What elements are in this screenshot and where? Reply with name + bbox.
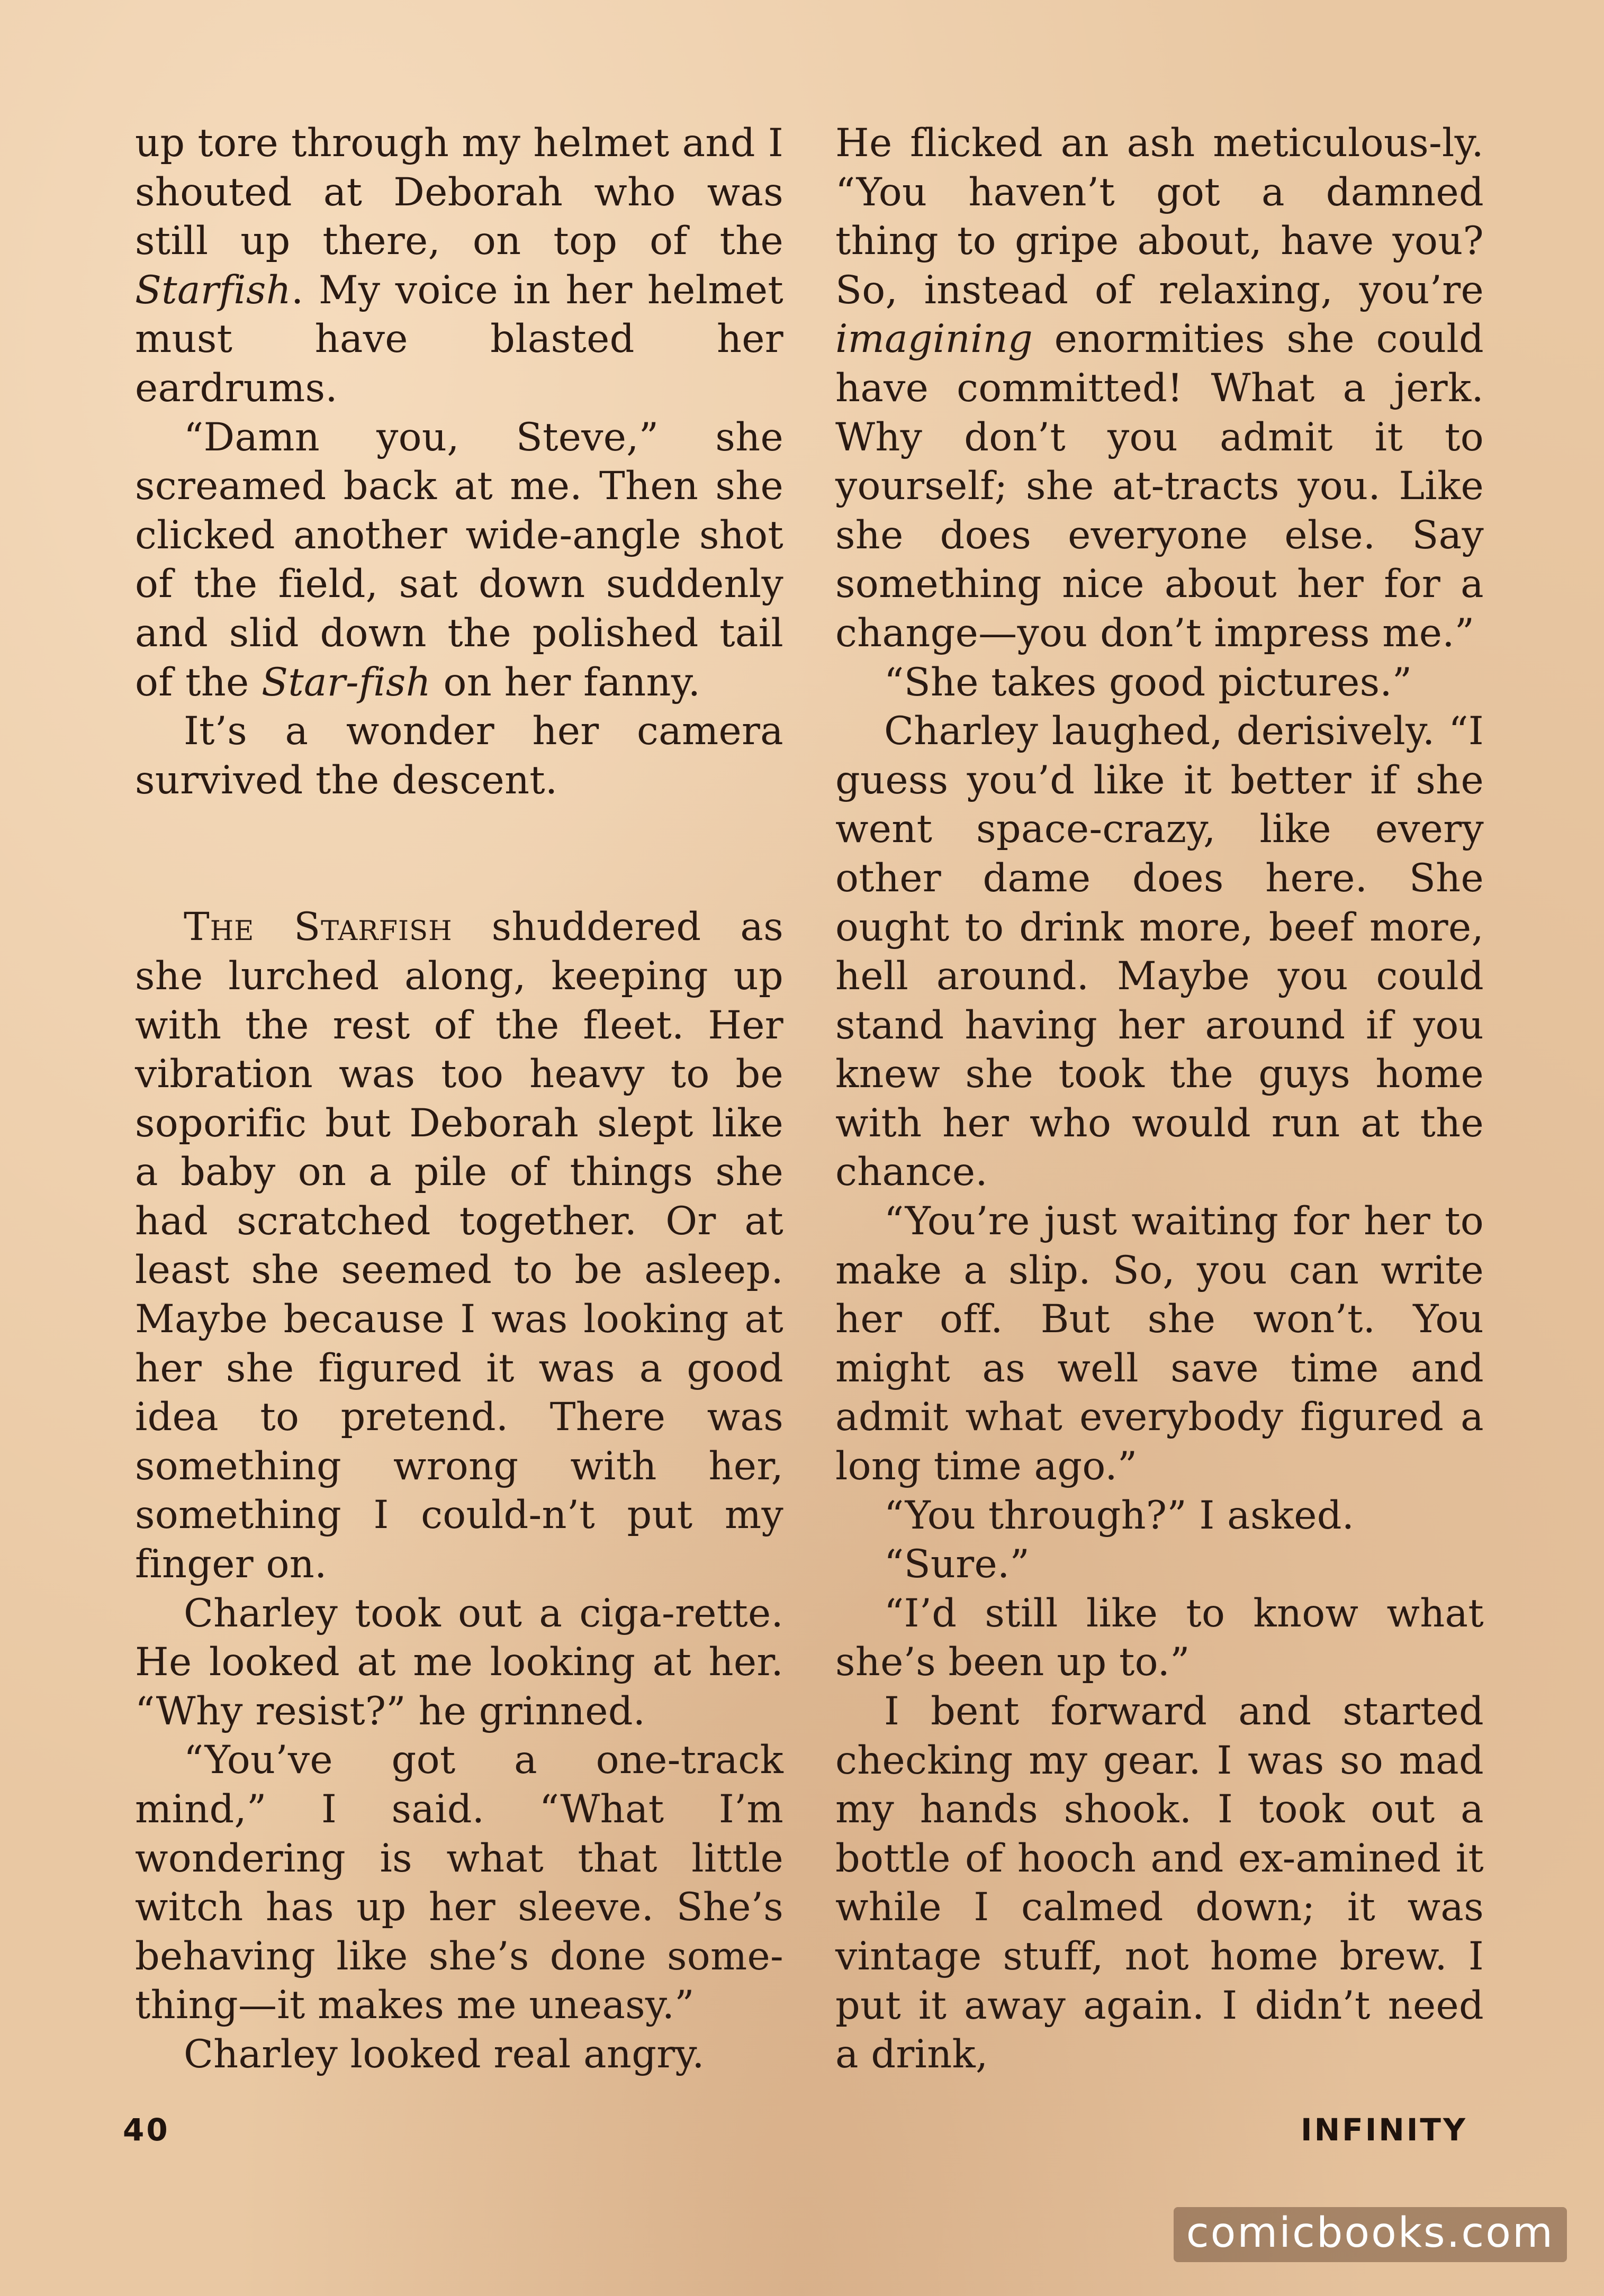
right-text-column bbox=[835, 119, 1484, 2080]
paragraph bbox=[135, 119, 783, 413]
paragraph: “She takes good pictures.” bbox=[884, 659, 1412, 705]
paragraph-text: He flicked an ash meticulous-ly. “You haven’t got a damned thing to gripe about, have you? So, instead of relaxing, you’re bbox=[835, 121, 1484, 313]
magazine-name: INFINITY bbox=[1300, 2112, 1467, 2148]
paragraph: “You through?” I asked. bbox=[884, 1493, 1355, 1538]
paragraph-text: . My voice in her helmet must have blasted her eardrums. bbox=[135, 267, 783, 411]
italic-word: imagining bbox=[835, 317, 1033, 362]
paragraph-text: enormities she could have committed! What a jerk. Why don’t you admit it to yourself; she at-tracts you. Like she does everyone else. Say something nice about her for a change—you don’t impress me.” bbox=[835, 317, 1484, 656]
paragraph: Charley looked real angry. bbox=[184, 2031, 705, 2077]
watermark: comicbooks.com bbox=[1174, 2207, 1567, 2262]
ship-name-italic: Star-fish bbox=[262, 659, 431, 705]
page-number: 40 bbox=[123, 2112, 170, 2148]
paragraph bbox=[135, 413, 783, 708]
paragraph bbox=[835, 119, 1484, 658]
paragraph: Charley laughed, derisively. “I guess you’d like it better if she went space-crazy, like every other dame does here. She ought to drink more, beef more, hell around. Maybe you could stand having her around if you knew she took the guys home with her who would run at the chance. bbox=[835, 709, 1484, 1195]
paragraph: “You’re just waiting for her to make a slip. So, you can write her off. But she won’t. You might as well save time and admit what everybody figured a long time ago.” bbox=[835, 1199, 1484, 1489]
paragraph: “I’d still like to know what she’s been up to.” bbox=[835, 1590, 1484, 1685]
paragraph: It’s a wonder her camera survived the descent. bbox=[135, 709, 783, 803]
ship-name-italic: Starfish bbox=[135, 267, 292, 313]
paragraph: Charley took out a ciga-rette. He looked at me looking at her. “Why resist?” he grinned. bbox=[135, 1590, 783, 1734]
paragraph-text: up tore through my helmet and I shouted at Deborah who was still up there, on top of the bbox=[135, 121, 783, 264]
paragraph: I bent forward and started checking my gear. I was so mad my hands shook. I took out a bottle of hooch and ex-amined it while I calmed down; it was vintage stuff, not home brew. I put it away again. I didn’t need a drink, bbox=[835, 1689, 1484, 2077]
paragraph-text: on her fanny. bbox=[431, 659, 701, 705]
section-opening-paragraph bbox=[135, 903, 783, 1589]
paragraph-text: “Damn you, Steve,” she screamed back at me. Then she clicked another wide-angle shot of the field, sat down suddenly and slid down the polished tail of the bbox=[135, 414, 783, 705]
paragraph: “Sure.” bbox=[884, 1542, 1030, 1587]
left-text-column bbox=[135, 119, 783, 2080]
paragraph-text: shuddered as she lurched along, keeping up with the rest of the fleet. Her vibration was too heavy to be soporific but Deborah slept like a baby on a pile of things she had scratched together. Or at least she seemed to be asleep. Maybe because I was looking at her she figured it was a good idea to pretend. There was something wrong with her, something I could-n’t put my finger on. bbox=[135, 905, 784, 1587]
paragraph: “You’ve got a one-track mind,” I said. “What I’m wondering is what that little witch has up her sleeve. She’s behaving like she’s done some-thing—it makes me uneasy.” bbox=[135, 1738, 783, 2028]
section-lead-in: The Starfish bbox=[184, 905, 453, 950]
